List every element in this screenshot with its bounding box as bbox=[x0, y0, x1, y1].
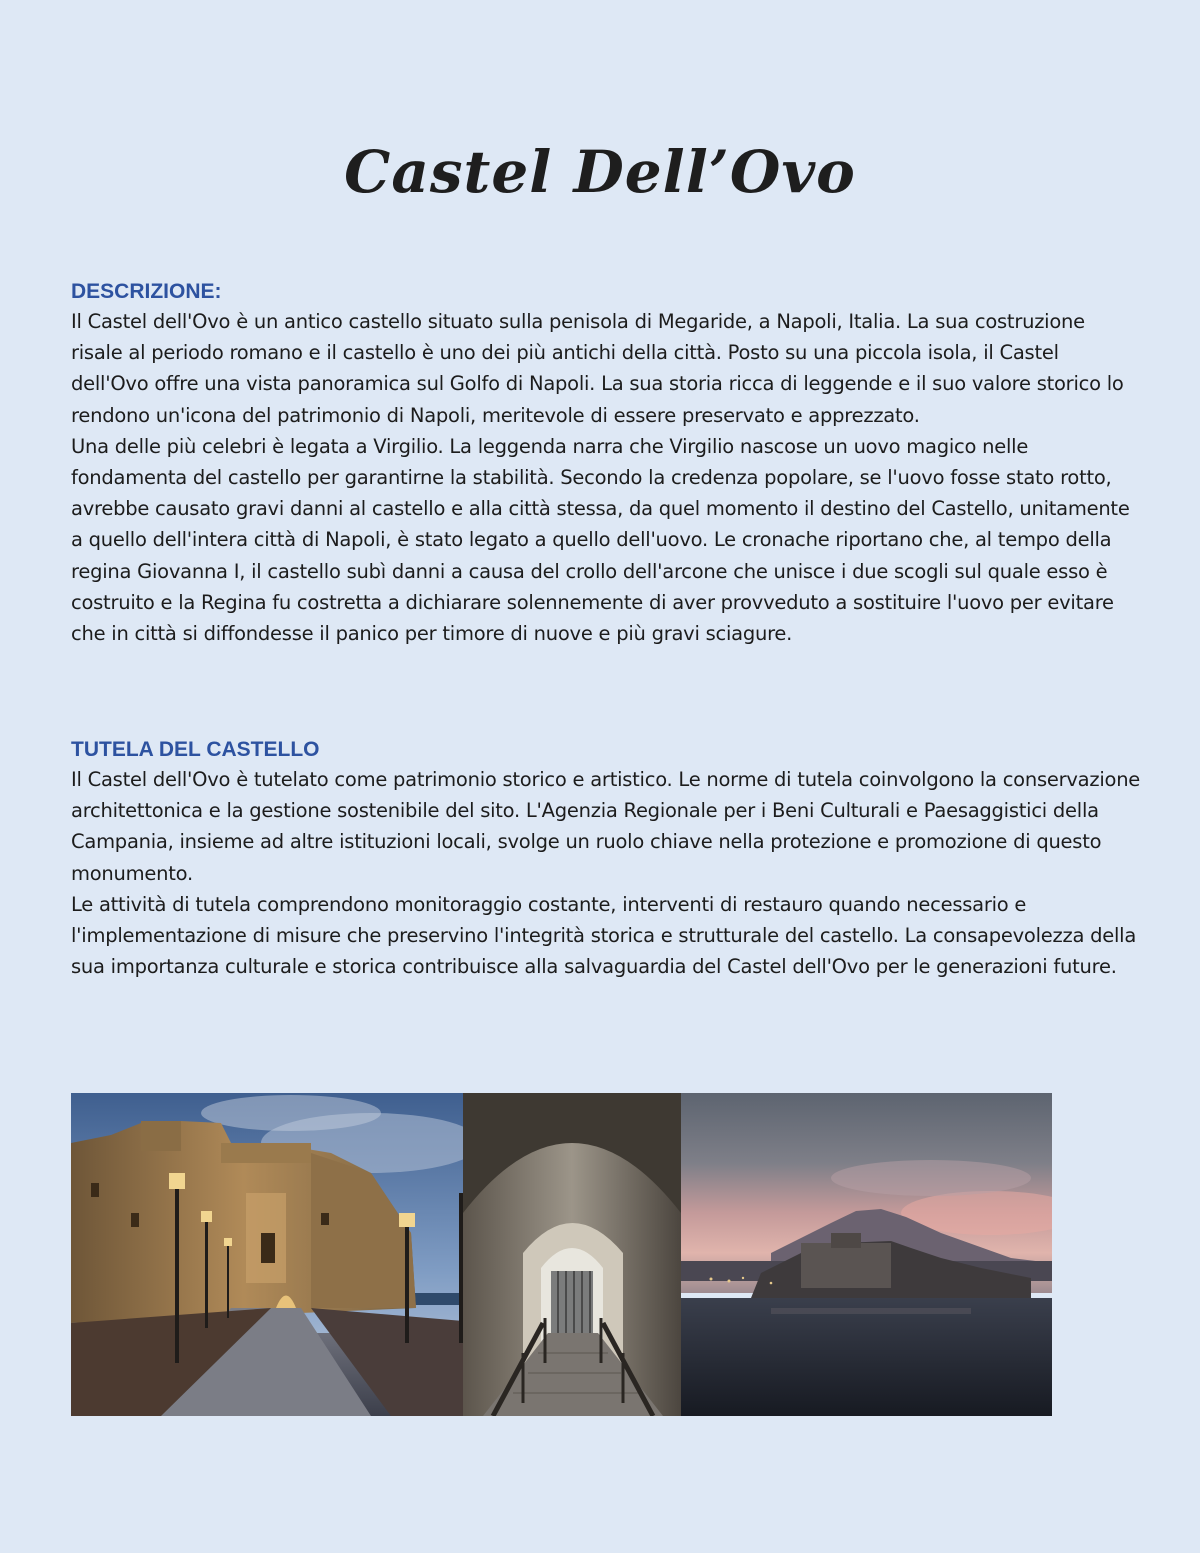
photo-gallery bbox=[71, 1093, 1052, 1416]
section-descrizione bbox=[71, 278, 1141, 649]
page-title: Castel Dell’Ovo bbox=[344, 138, 856, 206]
castle-gulf-sunset-photo bbox=[681, 1093, 1052, 1416]
castle-interior-photo bbox=[463, 1093, 681, 1416]
castle-dusk-photo bbox=[71, 1093, 463, 1416]
section-tutela bbox=[71, 736, 1141, 982]
paragraph: Il Castel dell'Ovo è tutelato come patrimonio storico e artistico. Le norme di tutela coinvolgono la conservazione architettonica e la gestione sostenibile del sito. L'Agenzia Regionale per i Beni Culturali e Paesaggistici della Campania, insieme ad altre istituzioni locali, svolge un ruolo chiave nella protezione e promozione di questo monumento. bbox=[71, 768, 1141, 885]
section-heading: TUTELA DEL CASTELLO bbox=[71, 738, 320, 761]
paragraph: Le attività di tutela comprendono monitoraggio costante, interventi di restauro quando necessario e l'implementazione di misure che preservino l'integrità storica e strutturale del castello. La consapevolezza della sua importanza culturale e storica contribuisce alla salvaguardia del Castel dell'Ovo per le generazioni future. bbox=[71, 892, 1137, 979]
section-heading: DESCRIZIONE: bbox=[71, 280, 222, 303]
paragraph: Il Castel dell'Ovo è un antico castello situato sulla penisola di Megaride, a Napoli, Italia. La sua costruzione risale al periodo romano e il castello è uno dei più antichi della città. Posto su una piccola isola, il Castel dell'Ovo offre una vista panoramica sul Golfo di Napoli. La sua storia ricca di leggende e il suo valore storico lo rendono un'icona del patrimonio di Napoli, meritevole di essere preservato e apprezzato. bbox=[71, 310, 1124, 427]
paragraph: Una delle più celebri è legata a Virgilio. La leggenda narra che Virgilio nascose un uovo magico nelle fondamenta del castello per garantirne la stabilità. Secondo la credenza popolare, se l'uovo fosse stato rotto, avrebbe causato gravi danni al castello e alla città stessa, da quel momento il destino del Castello, unitamente a quello dell'intera città di Napoli, è stato legato a quello dell'uovo. Le cronache riportano che, al tempo della regina Giovanna I, il castello subì danni a causa del crollo dell'arcone che unisce i due scogli sul quale esso è costruito e la Regina fu costretta a dichiarare solennemente di aver provveduto a sostituire l'uovo per evitare che in città si diffondesse il panico per timore di nuove e più gravi sciagure. bbox=[71, 434, 1130, 646]
